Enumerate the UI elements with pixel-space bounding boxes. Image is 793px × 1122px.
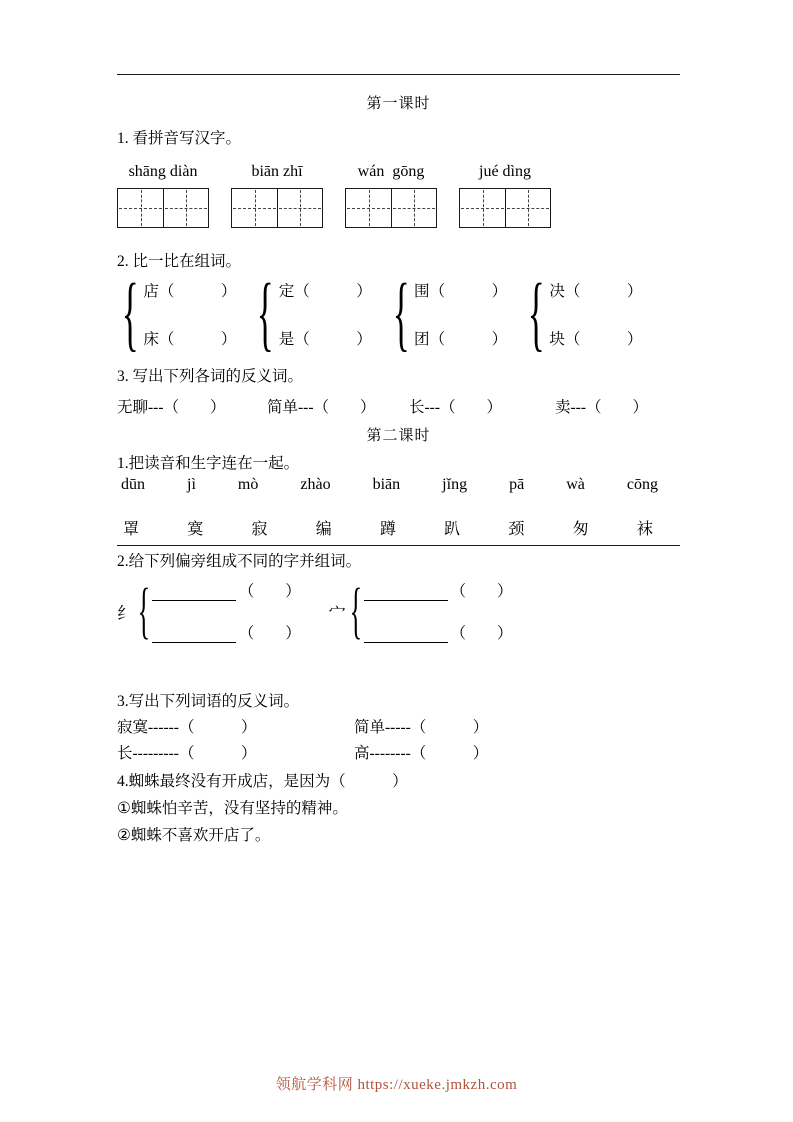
pinyin-word: wà [566,476,585,494]
compare-word-line [143,327,236,349]
pinyin-word: biān [372,476,401,494]
s2q4-option-2: ②蜘蛛不喜欢开店了。 [117,827,271,845]
writing-grid [231,188,323,228]
blank-line [364,586,448,601]
character: 编 [315,521,332,539]
footer-site-link: 领航学科网 https://xueke.jmkzh.com [275,1077,518,1093]
compare-word-line [279,279,372,301]
radical: 纟 [117,603,134,623]
s2q3-antonyms-row1 [117,715,680,737]
pinyin-word: pā [509,476,525,494]
worksheet-content [117,0,680,845]
antonym-item: 长---（ ） [409,399,502,417]
radical: 宀 [328,603,346,623]
answer-paren: （ ） [450,583,513,601]
antonym-item: 高--------（ ） [354,745,489,763]
pinyin-word: biān zhī [251,163,303,180]
answer-paren: （ ） [294,330,372,348]
compare-group [523,275,642,352]
s2q4-label: 4.蜘蛛最终没有开成店，是因为（ ） [117,773,408,791]
word: 是 [278,330,295,348]
word: 床 [143,330,159,348]
grid-cell [505,189,550,227]
grid-cell [346,189,391,227]
antonym-item: 长---------（ ） [117,745,257,763]
s1q2-compare-row [117,275,680,352]
brace [528,275,545,352]
compare-word-line [279,327,372,349]
word: 定 [278,282,295,300]
answer-paren: （ ） [238,625,301,643]
radical-group [117,579,301,643]
character: 趴 [444,521,461,539]
s1q1-label: 1. 看拼音写汉字。 [117,130,242,147]
word: 围 [414,282,430,300]
pinyin-word: cōng [626,476,658,494]
grid-cell [163,189,208,227]
character: 蹲 [379,521,396,539]
character: 寂 [251,521,268,539]
compare-word-line [549,279,642,301]
s2q4-option-1: ①蜘蛛怕辛苦，没有坚持的精神。 [117,800,348,818]
answer-paren: （ ） [294,282,372,300]
fill-blank-line [364,621,513,643]
s2q3-antonyms-row2 [117,741,680,763]
answer-paren: （ ） [158,330,237,348]
antonym-item: 简单---（ ） [267,399,376,417]
s1q2-label: 2. 比一比在组词。 [117,253,242,270]
s1q3-antonyms-row [117,395,680,417]
word: 店 [143,282,159,300]
word: 决 [549,282,565,300]
compare-word-line [414,279,507,301]
writing-grids [117,188,680,228]
compare-word-line [143,279,236,301]
character: 匆 [572,521,589,539]
compare-group [117,275,236,352]
section2-title: 第二课时 [366,428,431,445]
grid-cell [277,189,322,227]
pinyin-word: dūn [121,476,145,494]
antonym-item: 无聊---（ ） [117,399,226,417]
answer-paren: （ ） [450,625,513,643]
pinyin-word: zhào [300,476,331,494]
s2q1-pinyin-row [121,476,658,494]
s2q2-label: 2.给下列偏旁组成不同的字并组词。 [117,553,362,571]
compare-group [252,275,371,352]
blank-line [152,586,236,601]
s2q3-label: 3.写出下列词语的反义词。 [117,693,300,711]
pinyin-word: jué dìng [479,163,531,180]
grid-cell [232,189,277,227]
answer-paren: （ ） [564,282,643,300]
grid-cell [118,189,163,227]
antonym-item: 简单-----（ ） [354,719,489,737]
grid-cell [391,189,436,227]
header-rule [117,74,680,75]
answer-paren: （ ） [429,330,508,348]
s1q3-label: 3. 写出下列各词的反义词。 [117,368,304,386]
writing-grid [345,188,437,228]
answer-paren: （ ） [158,282,237,300]
character: 颈 [508,521,525,539]
brace [138,582,151,641]
s1q1-pinyin-row [117,163,680,181]
blank-line [364,628,448,643]
character: 罩 [123,521,140,539]
compare-word-line [414,327,507,349]
s2q1-label: 1.把读音和生字连在一起。 [117,455,300,473]
fill-blank-line [364,579,513,601]
character: 寞 [187,521,204,539]
answer-paren: （ ） [564,330,643,348]
writing-grid [117,188,209,228]
antonym-item: 卖---（ ） [555,399,648,417]
brace [392,275,409,352]
brace [257,275,274,352]
compare-word-line [549,327,642,349]
writing-grid [459,188,551,228]
fill-blank-line [152,621,301,643]
pinyin-word: wán gōng [357,163,425,180]
pinyin-word: jǐng [442,476,468,494]
pinyin-word: jì [187,476,196,494]
section1-title: 第一课时 [366,96,431,112]
answer-paren: （ ） [238,583,301,601]
s2q2-radical-row [117,579,680,643]
pinyin-word: mò [237,476,259,494]
brace [349,582,362,641]
grid-cell [460,189,505,227]
antonym-item: 寂寞------（ ） [117,719,257,737]
brace [122,275,139,352]
s2q1-characters-underline [117,516,680,546]
blank-line [152,628,236,643]
pinyin-word: shāng diàn [128,163,198,180]
compare-group [388,275,507,352]
s2q1-characters-row [123,516,653,539]
word: 团 [414,330,430,348]
word: 块 [549,330,565,348]
answer-paren: （ ） [429,282,508,300]
radical-group [329,579,513,643]
character: 袜 [636,521,653,539]
fill-blank-line [152,579,301,601]
